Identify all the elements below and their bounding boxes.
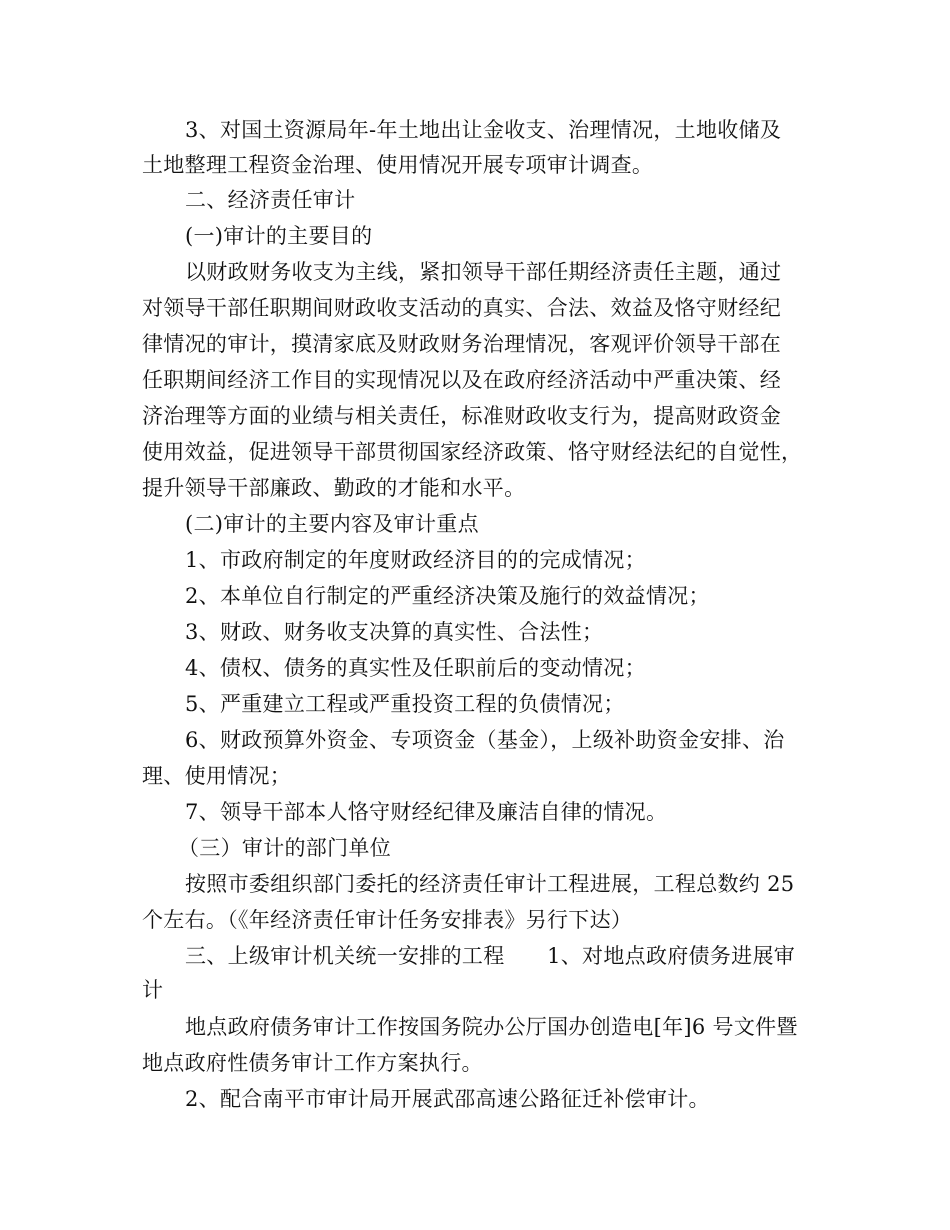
paragraph-line: 个左右。（《年经济责任审计任务安排表》另行下达） — [142, 908, 633, 932]
section-heading: 三、上级审计机关统一安排的工程 1、对地点政府债务进展审 — [185, 944, 796, 968]
paragraph-line: 使用效益，促进领导干部贯彻国家经济政策、恪守财经法纪的自觉性， — [142, 440, 803, 464]
paragraph-line: 3、对国土资源局年-年土地出让金收支、治理情况，土地收储及 — [185, 118, 782, 142]
list-item: 4、债权、债务的真实性及任职前后的变动情况； — [185, 656, 646, 680]
subsection-heading: (二)审计的主要内容及审计重点 — [185, 512, 479, 536]
paragraph-line: 以财政财务收支为主线，紧扣领导干部任期经济责任主题，通过 — [185, 260, 782, 284]
paragraph-line: 地点政府债务审计工作按国务院办公厅国办创造电[年]6 号文件暨 — [185, 1015, 798, 1039]
list-item: 7、领导干部本人恪守财经纪律及廉洁自律的情况。 — [185, 800, 668, 824]
paragraph-line: 地点政府性债务审计工作方案执行。 — [142, 1051, 483, 1075]
paragraph-line: 任职期间经济工作目的实现情况以及在政府经济活动中严重决策、经 — [142, 368, 781, 392]
paragraph-line: 对领导干部任职期间财政收支活动的真实、合法、效益及恪守财经纪 — [142, 296, 781, 320]
list-item: 1、市政府制定的年度财政经济目的的完成情况； — [185, 548, 646, 572]
paragraph-line: 土地整理工程资金治理、使用情况开展专项审计调查。 — [142, 153, 654, 177]
list-item-continuation: 理、使用情况； — [142, 764, 292, 788]
paragraph-line: 按照市委组织部门委托的经济责任审计工程进展，工程总数约 25 — [185, 872, 795, 896]
paragraph-line: 提升领导干部廉政、勤政的才能和水平。 — [142, 476, 526, 500]
list-item: 2、本单位自行制定的严重经济决策及施行的效益情况； — [185, 584, 710, 608]
subsection-heading: （三）审计的部门单位 — [178, 836, 391, 860]
subsection-heading: (一)审计的主要目的 — [185, 224, 373, 248]
paragraph-line: 律情况的审计，摸清家底及财政财务治理情况，客观评价领导干部在 — [142, 332, 781, 356]
list-item: 6、财政预算外资金、专项资金（基金），上级补助资金安排、治 — [185, 728, 785, 752]
list-item: 2、配合南平市审计局开展武邵高速公路征迁补偿审计。 — [185, 1087, 710, 1111]
section-heading: 二、经济责任审计 — [185, 188, 356, 212]
paragraph-line: 计 — [142, 978, 164, 1002]
paragraph-line: 济治理等方面的业绩与相关责任，标准财政收支行为，提高财政资金 — [142, 404, 781, 428]
list-item: 3、财政、财务收支决算的真实性、合法性； — [185, 620, 604, 644]
list-item: 5、严重建立工程或严重投资工程的负债情况； — [185, 692, 625, 716]
